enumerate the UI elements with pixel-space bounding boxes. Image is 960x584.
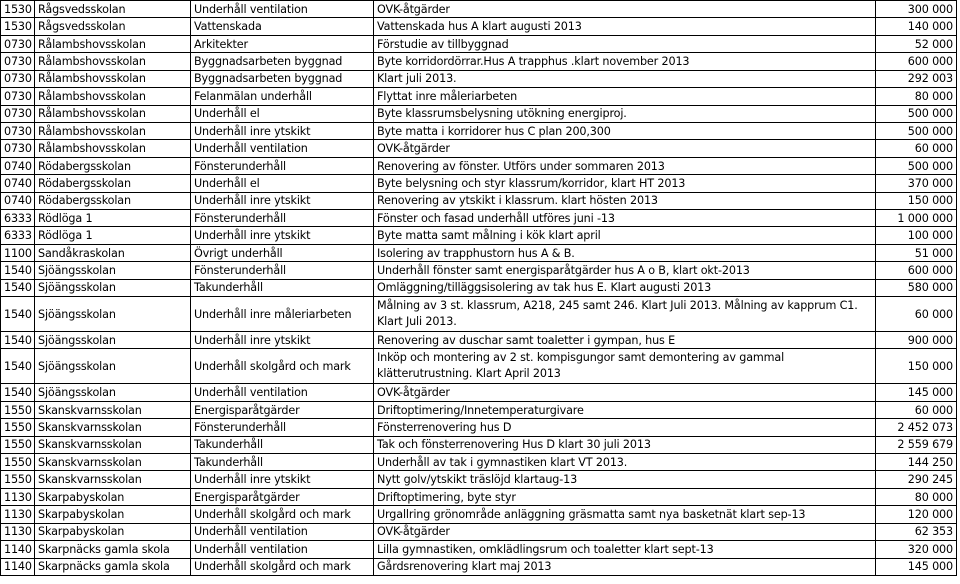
- cell-code[interactable]: 1540: [1, 262, 35, 279]
- cell-school[interactable]: Rödlöga 1: [35, 210, 191, 227]
- cell-school[interactable]: Rålambshovsskolan: [35, 53, 191, 70]
- table-row: [1, 488, 957, 505]
- cell-amount[interactable]: 500 000: [876, 157, 957, 174]
- table-row: [1, 523, 957, 540]
- cell-description[interactable]: Driftoptimering/Innetemperaturgivare: [374, 401, 876, 418]
- cell-category[interactable]: Vattenskada: [191, 18, 374, 35]
- cell-category[interactable]: Underhåll skolgård och mark: [191, 349, 374, 384]
- table-row: [1, 227, 957, 244]
- cell-school[interactable]: Rågsvedsskolan: [35, 18, 191, 35]
- cell-description[interactable]: Byte matta i korridorer hus C plan 200,300: [374, 122, 876, 139]
- cell-school[interactable]: Skarpnäcks gamla skola: [35, 558, 191, 575]
- cell-school[interactable]: Skanskvarnsskolan: [35, 401, 191, 418]
- cell-code[interactable]: 1540: [1, 332, 35, 349]
- table-row: [1, 558, 957, 575]
- cell-category[interactable]: Fönsterunderhåll: [191, 419, 374, 436]
- cell-category[interactable]: Underhåll inre ytskikt: [191, 192, 374, 209]
- cell-school[interactable]: Sjöängsskolan: [35, 279, 191, 296]
- cell-code[interactable]: 1540: [1, 297, 35, 332]
- cell-description[interactable]: Byte belysning och styr klassrum/korridor, klart HT 2013: [374, 175, 876, 192]
- cell-category[interactable]: Underhåll inre ytskikt: [191, 332, 374, 349]
- cell-code[interactable]: 1550: [1, 454, 35, 471]
- table-row: [1, 419, 957, 436]
- cell-school[interactable]: Rödlöga 1: [35, 227, 191, 244]
- cell-code[interactable]: 1550: [1, 471, 35, 488]
- cell-description[interactable]: Byte matta samt målning i kök klart april: [374, 227, 876, 244]
- table-row: [1, 244, 957, 261]
- cell-amount[interactable]: 52 000: [876, 35, 957, 52]
- cell-amount[interactable]: 60 000: [876, 140, 957, 157]
- cell-category[interactable]: Underhåll ventilation: [191, 1, 374, 18]
- cell-school[interactable]: Rålambshovsskolan: [35, 70, 191, 87]
- cell-category[interactable]: Underhåll ventilation: [191, 523, 374, 540]
- cell-school[interactable]: Skanskvarnsskolan: [35, 436, 191, 453]
- cell-category[interactable]: Takunderhåll: [191, 279, 374, 296]
- cell-description[interactable]: Förstudie av tillbyggnad: [374, 35, 876, 52]
- cell-amount[interactable]: 370 000: [876, 175, 957, 192]
- cell-amount[interactable]: 120 000: [876, 506, 957, 523]
- table-row: [1, 349, 957, 384]
- table-body: [1, 1, 957, 576]
- cell-school[interactable]: Rålambshovsskolan: [35, 88, 191, 105]
- cell-school[interactable]: Skanskvarnsskolan: [35, 454, 191, 471]
- cell-school[interactable]: Skarpabyskolan: [35, 488, 191, 505]
- table-row: [1, 262, 957, 279]
- cell-description[interactable]: Byte klassrumsbelysning utökning energiproj.: [374, 105, 876, 122]
- cell-amount[interactable]: 80 000: [876, 488, 957, 505]
- cell-amount[interactable]: 100 000: [876, 227, 957, 244]
- cell-amount[interactable]: 145 000: [876, 384, 957, 401]
- cell-category[interactable]: Underhåll inre ytskikt: [191, 471, 374, 488]
- cell-code[interactable]: 0730: [1, 35, 35, 52]
- cell-description[interactable]: Gårdsrenovering klart maj 2013: [374, 558, 876, 575]
- cell-code[interactable]: 1140: [1, 558, 35, 575]
- cell-school[interactable]: Rågsvedsskolan: [35, 1, 191, 18]
- cell-category[interactable]: Underhåll ventilation: [191, 541, 374, 558]
- table-row: [1, 279, 957, 296]
- table-row: [1, 35, 957, 52]
- cell-amount[interactable]: 150 000: [876, 349, 957, 384]
- cell-category[interactable]: Underhåll inre ytskikt: [191, 122, 374, 139]
- cell-school[interactable]: Skarpabyskolan: [35, 523, 191, 540]
- cell-school[interactable]: Rålambshovsskolan: [35, 122, 191, 139]
- cell-category[interactable]: Fönsterunderhåll: [191, 210, 374, 227]
- cell-amount[interactable]: 290 245: [876, 471, 957, 488]
- cell-description[interactable]: Tak och fönsterrenovering Hus D klart 30 juli 2013: [374, 436, 876, 453]
- cell-category[interactable]: Byggnadsarbeten byggnad: [191, 53, 374, 70]
- cell-amount[interactable]: 1 000 000: [876, 210, 957, 227]
- cell-category[interactable]: Arkitekter: [191, 35, 374, 52]
- cell-description[interactable]: Byte korridordörrar.Hus A trapphus .klart november 2013: [374, 53, 876, 70]
- cell-code[interactable]: 0730: [1, 140, 35, 157]
- table-row: [1, 506, 957, 523]
- cell-amount[interactable]: 80 000: [876, 88, 957, 105]
- table-row: [1, 384, 957, 401]
- cell-code[interactable]: 0730: [1, 122, 35, 139]
- cell-category[interactable]: Underhåll skolgård och mark: [191, 506, 374, 523]
- cell-school[interactable]: Skarpnäcks gamla skola: [35, 541, 191, 558]
- cell-category[interactable]: Fönsterunderhåll: [191, 262, 374, 279]
- cell-description[interactable]: Omläggning/tilläggsisolering av tak hus E. Klart augusti 2013: [374, 279, 876, 296]
- cell-school[interactable]: Rålambshovsskolan: [35, 140, 191, 157]
- cell-description[interactable]: Underhåll av tak i gymnastiken klart VT 2013.: [374, 454, 876, 471]
- cell-code[interactable]: 0730: [1, 53, 35, 70]
- cell-description[interactable]: Fönster och fasad underhåll utföres juni -13: [374, 210, 876, 227]
- cell-code[interactable]: 0740: [1, 175, 35, 192]
- cell-description[interactable]: OVK-åtgärder: [374, 140, 876, 157]
- cell-school[interactable]: Sjöängsskolan: [35, 384, 191, 401]
- table-row: [1, 157, 957, 174]
- table-row: [1, 541, 957, 558]
- table-row: [1, 105, 957, 122]
- cell-code[interactable]: 1530: [1, 1, 35, 18]
- cell-code[interactable]: 1140: [1, 541, 35, 558]
- cell-description[interactable]: Klart juli 2013.: [374, 70, 876, 87]
- table-row: [1, 1, 957, 18]
- cell-category[interactable]: Övrigt underhåll: [191, 244, 374, 261]
- cell-amount[interactable]: 320 000: [876, 541, 957, 558]
- cell-code[interactable]: 1550: [1, 436, 35, 453]
- cell-description[interactable]: Fönsterrenovering hus D: [374, 419, 876, 436]
- cell-code[interactable]: 1130: [1, 523, 35, 540]
- cell-code[interactable]: 1130: [1, 488, 35, 505]
- cell-school[interactable]: Sandåkraskolan: [35, 244, 191, 261]
- cell-code[interactable]: 6333: [1, 210, 35, 227]
- cell-amount[interactable]: 2 452 073: [876, 419, 957, 436]
- cell-school[interactable]: Rålambshovsskolan: [35, 105, 191, 122]
- table-row: [1, 436, 957, 453]
- table-row: [1, 53, 957, 70]
- cell-description[interactable]: Målning av 3 st. klassrum, A218, 245 samt 246. Klart Juli 2013. Målning av kapprum C1. Klart Juli 2013.: [374, 297, 876, 332]
- cell-description[interactable]: Flyttat inre måleriarbeten: [374, 88, 876, 105]
- table-row: [1, 88, 957, 105]
- cell-code[interactable]: 1540: [1, 384, 35, 401]
- table-row: [1, 18, 957, 35]
- cell-category[interactable]: Underhåll ventilation: [191, 140, 374, 157]
- cell-school[interactable]: Skanskvarnsskolan: [35, 419, 191, 436]
- cell-description[interactable]: OVK-åtgärder: [374, 523, 876, 540]
- cell-code[interactable]: 1100: [1, 244, 35, 261]
- cell-amount[interactable]: 600 000: [876, 53, 957, 70]
- cell-description[interactable]: OVK-åtgärder: [374, 384, 876, 401]
- table-row: [1, 140, 957, 157]
- table-row: [1, 401, 957, 418]
- cell-category[interactable]: Energisparåtgärder: [191, 401, 374, 418]
- cell-description[interactable]: Nytt golv/ytskikt träslöjd klartaug-13: [374, 471, 876, 488]
- cell-code[interactable]: 0730: [1, 88, 35, 105]
- cell-code[interactable]: 1130: [1, 506, 35, 523]
- cell-category[interactable]: Underhåll el: [191, 105, 374, 122]
- cell-description[interactable]: Vattenskada hus A klart augusti 2013: [374, 18, 876, 35]
- table-row: [1, 297, 957, 332]
- cell-category[interactable]: Underhåll el: [191, 175, 374, 192]
- cell-amount[interactable]: 900 000: [876, 332, 957, 349]
- cell-description[interactable]: Renovering av fönster. Utförs under sommaren 2013: [374, 157, 876, 174]
- cell-category[interactable]: Byggnadsarbeten byggnad: [191, 70, 374, 87]
- cell-amount[interactable]: 150 000: [876, 192, 957, 209]
- table-row: [1, 175, 957, 192]
- cell-description[interactable]: Lilla gymnastiken, omklädlingsrum och toaletter klart sept-13: [374, 541, 876, 558]
- cell-category[interactable]: Takunderhåll: [191, 454, 374, 471]
- cell-amount[interactable]: 600 000: [876, 262, 957, 279]
- cell-description[interactable]: Renovering av duschar samt toaletter i gympan, hus E: [374, 332, 876, 349]
- table-row: [1, 332, 957, 349]
- table-row: [1, 192, 957, 209]
- cell-amount[interactable]: 60 000: [876, 297, 957, 332]
- cell-category[interactable]: Underhåll inre ytskikt: [191, 227, 374, 244]
- cell-category[interactable]: Takunderhåll: [191, 436, 374, 453]
- cell-category[interactable]: Energisparåtgärder: [191, 488, 374, 505]
- table-row: [1, 122, 957, 139]
- cell-code[interactable]: 0740: [1, 192, 35, 209]
- cell-school[interactable]: Sjöängsskolan: [35, 332, 191, 349]
- cell-amount[interactable]: 144 250: [876, 454, 957, 471]
- cell-code[interactable]: 1550: [1, 401, 35, 418]
- cell-description[interactable]: Isolering av trapphustorn hus A & B.: [374, 244, 876, 261]
- cell-school[interactable]: Rödabergsskolan: [35, 157, 191, 174]
- cell-description[interactable]: Inköp och montering av 2 st. kompisgungor samt demontering av gammal klätterutrustning. Klart April 2013: [374, 349, 876, 384]
- cell-description[interactable]: Renovering av ytskikt i klassrum. klart hösten 2013: [374, 192, 876, 209]
- cell-category[interactable]: Felanmälan underhåll: [191, 88, 374, 105]
- cell-category[interactable]: Underhåll skolgård och mark: [191, 558, 374, 575]
- table-row: [1, 454, 957, 471]
- cell-code[interactable]: 1530: [1, 18, 35, 35]
- cell-amount[interactable]: 580 000: [876, 279, 957, 296]
- cell-code[interactable]: 1550: [1, 419, 35, 436]
- cell-code[interactable]: 0730: [1, 105, 35, 122]
- cell-category[interactable]: Underhåll inre måleriarbeten: [191, 297, 374, 332]
- cell-amount[interactable]: 62 353: [876, 523, 957, 540]
- cell-code[interactable]: 0730: [1, 70, 35, 87]
- cell-school[interactable]: Skanskvarnsskolan: [35, 471, 191, 488]
- cell-amount[interactable]: 500 000: [876, 122, 957, 139]
- cell-school[interactable]: Sjöängsskolan: [35, 349, 191, 384]
- cell-category[interactable]: Fönsterunderhåll: [191, 157, 374, 174]
- cell-school[interactable]: Sjöängsskolan: [35, 297, 191, 332]
- cell-code[interactable]: 1540: [1, 349, 35, 384]
- cell-school[interactable]: Rödabergsskolan: [35, 175, 191, 192]
- cell-school[interactable]: Skarpabyskolan: [35, 506, 191, 523]
- cell-school[interactable]: Rödabergsskolan: [35, 192, 191, 209]
- cell-description[interactable]: Underhåll fönster samt energisparåtgärder hus A o B, klart okt-2013: [374, 262, 876, 279]
- cell-amount[interactable]: 300 000: [876, 1, 957, 18]
- cell-amount[interactable]: 60 000: [876, 401, 957, 418]
- cell-category[interactable]: Underhåll ventilation: [191, 384, 374, 401]
- table-row: [1, 70, 957, 87]
- cell-school[interactable]: Rålambshovsskolan: [35, 35, 191, 52]
- cell-description[interactable]: OVK-åtgärder: [374, 1, 876, 18]
- table-row: [1, 471, 957, 488]
- table-row: [1, 210, 957, 227]
- cell-description[interactable]: Urgallring grönområde anläggning gräsmatta samt nya basketnät klart sep-13: [374, 506, 876, 523]
- cell-amount[interactable]: 140 000: [876, 18, 957, 35]
- cell-code[interactable]: 0740: [1, 157, 35, 174]
- cell-description[interactable]: Driftoptimering, byte styr: [374, 488, 876, 505]
- cell-amount[interactable]: 2 559 679: [876, 436, 957, 453]
- cell-amount[interactable]: 292 003: [876, 70, 957, 87]
- cell-school[interactable]: Sjöängsskolan: [35, 262, 191, 279]
- cell-amount[interactable]: 51 000: [876, 244, 957, 261]
- cell-code[interactable]: 6333: [1, 227, 35, 244]
- cell-amount[interactable]: 500 000: [876, 105, 957, 122]
- cell-code[interactable]: 1540: [1, 279, 35, 296]
- cell-amount[interactable]: 145 000: [876, 558, 957, 575]
